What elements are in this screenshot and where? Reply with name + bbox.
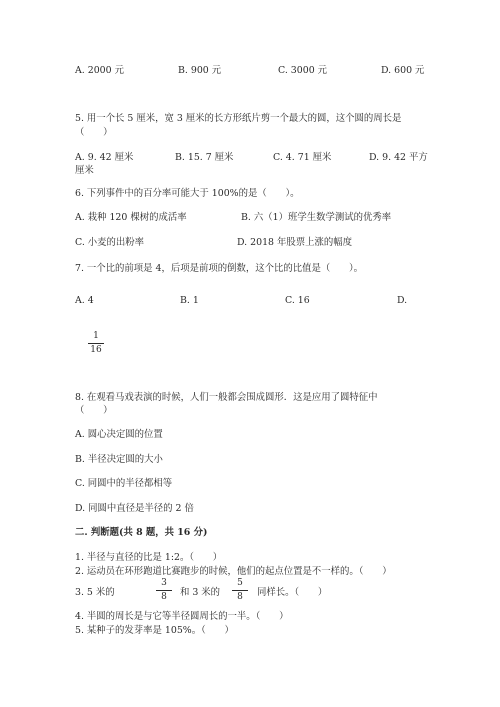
- q6-stem: 6. 下列事件中的百分率可能大于 100%的是（ ）。: [75, 188, 300, 199]
- q8-stem-line1: 8. 在观看马戏表演的时候，人们一般都会围成圆形．这是应用了圆特征中: [75, 392, 378, 403]
- q4-option-c: C. 3000 元: [278, 65, 328, 76]
- fraction-numerator: 5: [237, 578, 243, 588]
- fraction-denominator: 8: [237, 592, 243, 602]
- q8-option-b: B. 半径决定圆的大小: [75, 454, 163, 465]
- judge-item-3-fraction-2: [232, 578, 248, 603]
- fraction-bar: [232, 590, 248, 591]
- judge-item-3-part3: 同样长。（ ）: [257, 587, 328, 598]
- q8-stem-line2: （ ）: [75, 405, 113, 416]
- fraction-denominator: 8: [161, 592, 167, 602]
- q7-option-c: C. 16: [285, 295, 310, 306]
- q8-option-c: C. 同圆中的半径都相等: [75, 478, 173, 489]
- judge-item-3-fraction-1: [156, 578, 172, 603]
- q6-option-b: B. 六（1）班学生数学测试的优秀率: [241, 212, 392, 223]
- judge-item-3-part1: 3. 5 米的: [75, 587, 115, 598]
- fraction-denominator: 16: [90, 345, 102, 355]
- q7-option-b: B. 1: [180, 295, 199, 306]
- q5-option-d-line2: 厘米: [75, 165, 94, 176]
- q4-option-a: A. 2000 元: [75, 65, 124, 76]
- q6-option-d: D. 2018 年股票上涨的幅度: [237, 237, 352, 248]
- q5-option-d-line1: D. 9. 42 平方: [369, 152, 428, 163]
- fraction-numerator: 3: [161, 578, 167, 588]
- q4-option-b: B. 900 元: [178, 65, 222, 76]
- q5-option-b: B. 15. 7 厘米: [175, 152, 234, 163]
- q7-option-a: A. 4: [75, 295, 94, 306]
- q7-option-d-fraction: [88, 331, 104, 356]
- q7-stem: 7. 一个比的前项是 4，后项是前项的倒数，这个比的比值是（ ）。: [75, 263, 364, 274]
- q8-option-d: D. 同圆中直径是半径的 2 倍: [75, 503, 194, 514]
- q6-option-c: C. 小麦的出粉率: [75, 237, 145, 248]
- section2-title: 二. 判断题(共 8 题，共 16 分): [75, 527, 208, 538]
- judge-item-4: 4. 半圆的周长是与它等半径圆周长的一半。（ ）: [75, 611, 289, 622]
- judge-item-1: 1. 半径与直径的比是 1:2。（ ）: [75, 552, 223, 563]
- fraction-bar: [88, 343, 104, 344]
- q5-stem-line2: （ ）: [75, 127, 113, 138]
- q5-option-c: C. 4. 71 厘米: [273, 152, 332, 163]
- q4-option-d: D. 600 元: [381, 65, 425, 76]
- q5-option-a: A. 9. 42 厘米: [75, 152, 134, 163]
- judge-item-2: 2. 运动员在环形跑道比赛跑步的时候，他们的起点位置是不一样的。（ ）: [75, 566, 392, 577]
- judge-item-3-part2: 和 3 米的: [180, 587, 221, 598]
- fraction-numerator: 1: [93, 331, 99, 341]
- judge-item-5: 5. 某种子的发芽率是 105%。（ ）: [75, 625, 234, 636]
- q5-stem-line1: 5. 用一个长 5 厘米，宽 3 厘米的长方形纸片剪一个最大的圆，这个圆的周长是: [75, 113, 402, 124]
- q8-option-a: A. 圆心决定圆的位置: [75, 429, 163, 440]
- q6-option-a: A. 栽种 120 棵树的成活率: [75, 212, 187, 223]
- q7-option-d: D.: [397, 295, 408, 306]
- fraction-bar: [156, 590, 172, 591]
